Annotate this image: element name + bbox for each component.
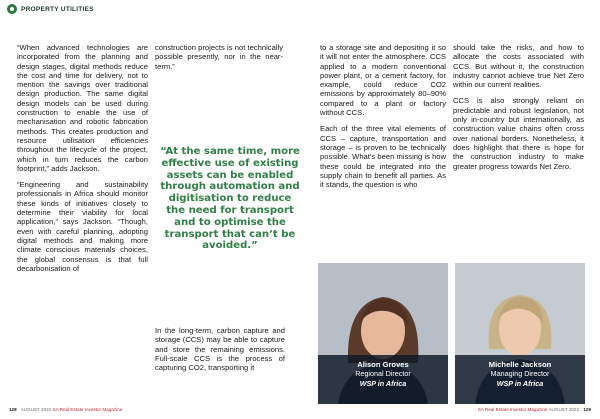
person-title: Managing Director [490,369,550,379]
paragraph: CCS is also strongly reliant on predictable and robust legislation, not only in-country but internationally, as construction value chains often cross over national borders. Nonetheless, it does highlight that there is hope for the construction industry to make greater progress towards Net Zero. [453,96,584,171]
article-column-2-bottom [155,326,285,379]
section-tag [7,4,94,14]
portrait-card [455,263,585,404]
person-name: Michelle Jackson [488,360,552,369]
article-column-4 [453,43,584,178]
section-label: PROPERTY UTILITIES [21,5,94,13]
footer-issue: AUGUST 2022 [20,407,52,412]
paragraph: construction projects is not technically possible presently, nor in the near-term.” [155,43,283,71]
article-column-2-top [155,43,283,78]
paragraph: In the long-term, carbon capture and storage (CCS) may be able to capture and store the remaining emissions. Full-scale CCS is the process of capturing CO2, transporting it [155,326,285,373]
paragraph: “Engineering and sustainability professionals in Africa should monitor these kinds of initiatives closely to determine their viability for local application,” says Jackson. “Though, even with careful planning, adopting digital methods and making more climate conscious materials choices, the global consensus is that full decarbonisation of [17,180,148,273]
page-number: 129 [583,407,591,412]
paragraph: “When advanced technologies are incorporated from the planning and design stages, digital methods reduce the cost and time for delivery, not to mention the savings over traditional design production. The same digital design models can be used during construction to enable the use of mechanisation and robotic fabrication methods. This creates production and resource utilisation efficiencies throughout the lifecycle of the project, which in turn reduces the carbon footprint,” adds Jackson. [17,43,148,173]
page-number: 128 [9,407,17,412]
section-bullet-icon [7,4,17,14]
footer-left [6,407,122,412]
paragraph: to a storage site and depositing it so it will not enter the atmosphere. CCS applied to a modern conventional power plant, or a cement factory, for example, could reduce CO2 emissions by approximately 80–90% compared to a plant or factory without CCS. [320,43,446,118]
person-company: WSP in Africa [359,378,407,388]
article-column-1 [17,43,148,280]
footer-right [478,407,594,412]
person-caption [318,355,448,404]
paragraph: Each of the three vital elements of CCS – capture, transportation and storage – is proven to be technically possible. What’s been missing is how these could be integrated into the supply chain to benefit all parties. As it stands, the question is who [320,124,446,190]
footer-brand: SA Real Estate Investor Magazine [52,407,123,412]
footer-issue: AUGUST 2022 [548,407,580,412]
person-title: Regional Director [355,369,411,379]
portrait-card [318,263,448,404]
footer-brand: SA Real Estate Investor Magazine [477,407,548,412]
person-company: WSP in Africa [496,378,544,388]
paragraph: should take the risks, and how to allocate the costs associated with CCS. But without it, the construction industry cannot achieve true Net Zero within our current realities. [453,43,584,90]
person-caption [455,355,585,404]
pull-quote: “At the same time, more effective use of existing assets can be enabled through automation and digitisation to reduce the need for transport and to optimise the transport that can’t be avoided.” [160,146,300,252]
person-name: Alison Groves [357,360,409,369]
article-column-3 [320,43,446,196]
